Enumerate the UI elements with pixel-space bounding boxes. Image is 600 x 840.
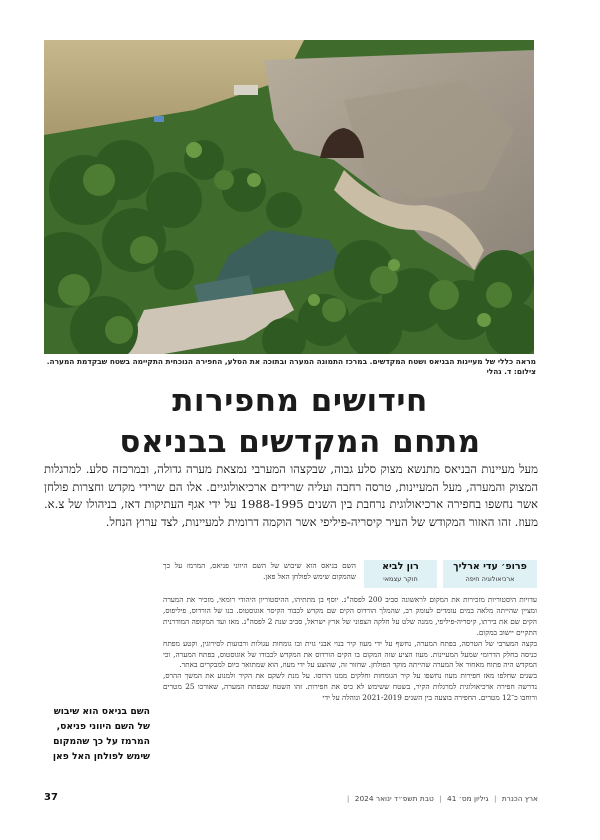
author-box <box>364 560 537 588</box>
author-2 <box>364 560 437 588</box>
author-2-role: חוקר עצמאי <box>383 575 418 583</box>
intro-text: השם בניאס הוא שיבוש של השם היווני פניאס, המרמז על כך שהמקום שימש לפולחן האל פאן. <box>163 561 356 581</box>
author-1-name: פרופ׳ עדי ארליך <box>453 561 527 572</box>
page-number: 37 <box>44 792 58 803</box>
intro-paragraph <box>163 561 356 583</box>
body-text <box>163 595 537 704</box>
headline-line-1: חידושים מחפירות <box>172 383 428 419</box>
footer-separator: | <box>346 794 350 803</box>
aerial-photo-illustration <box>44 40 534 354</box>
body-paragraph-1: עדויות היסטוריות מזכירות את המקום לראשונה סביב 200 לפסה"נ. יוסף בן מתתיהו, ההיסטוריון היהודי רומאי, מזכיר את המערה ומציין שהייתה מלאה במים עומדים לעומק רב, שהמלך הורדוס הקים שם מקדש לכבוד הקיסר אוגוסטוס. בנו של הורדוס, פיליפוס, הקים שם את בירתו, קיסריה-פיליפי, ממנה שלט על חלקה הצפוני של ארץ ישראל, סביב שנת 2 לפסה"נ. מאז ועד המקופה המודרנית התקיים יישוב במקום. <box>163 595 537 637</box>
author-2-name: רון לביא <box>382 561 419 572</box>
body-paragraph-3: בשנים שחלפו מאז חפירות מעוז נחשפו על קיר הגומחות וחלקים ממנו הרוסו. על מנת לשקם את הקיר ולמנוע את המשך ההרס, נדרשה חפירה ארכיאולוגית למרגלות הקיר, בשטח ששימש לא כיס את חפירות. זהו השטח שבפתח המערה, שאורכו 25 מטרים ורוחבו כ־12 מטרים. החפירה בוצעה בין השנים 2021-2019 ונוהלה על ידי <box>163 671 537 703</box>
author-1 <box>443 560 537 588</box>
headline <box>40 380 560 462</box>
body-paragraph-2: בקצה המערבי של הטרסה, בפתח המערה, נחשף על ידי מעוז קיר בנוי אבני גזית ובו גומחות עגולות ורבועות לסירוגין, וקטע מפתח כניסה בחלק הדרומי שמעל המעיינות. מעוז הציע שזה המקום בו הקים הורדוס את המקדש לכבודו של אוגוסטוס, בפתח המערה, וכי המקדש היה פתוח מאחור אל המערה שהייתה מוקד הפולחן. שחזור זה, שהוצע על ידי מעוז, הוא שמתואר כיום למבקרים באתר. <box>163 638 537 670</box>
lead-paragraph: מעל מעיינות הבניאס מתנשא מצוק סלע גבוה, שבקצהו המערבי נמצאת מערה גדולה, ובמרכזה סלע. למרגלות המצוק והמערה, מעל המעיינות, טרסה רחבה ועליה שרידים ארכיאולוגיים. אלו הם שרידי מקדש וחצרות פולחן אשר נחשפו בחפירה ארכיאולוגית נרחבת בין השנים 1988-1995 על ידי אגף העתיקות דאז, בניהולו של צ.א. מעוז. זהו האזור המקודש של העיר קיסריה-פיליפי אשר הוקמה דרומית למעיינות, לצד ערוץ הנחל. <box>44 462 538 529</box>
footer-date: טבת תשפ״ד ינואר 2024 <box>354 794 434 803</box>
footer-publication-line <box>344 794 538 803</box>
page-footer <box>44 793 538 807</box>
photo-caption: מראה כללי של מעיינות הבניאס ושטח המקדשים. במרכז התמונה המערה ובתוכה את הסלע, החפירה הנוכחית התקיימה בשטח שבקדמת המערה. צילום: ד. גהלי <box>46 357 536 376</box>
author-1-role: ארכיאולוגיה חיפה <box>465 575 515 583</box>
footer-issue: גיליון מס׳ 41 <box>447 794 489 803</box>
footer-publication: ארץ הכנרת <box>501 794 538 803</box>
pull-quote: השם בניאס הוא שיבוש של השם היווני פניאס, המרמז על כך שהמקום שימש לפולחן האל פאן <box>52 706 150 762</box>
headline-line-2: מתחם המקדשים בבניאס <box>119 424 481 460</box>
footer-separator: | <box>493 794 497 803</box>
footer-separator: | <box>439 794 442 803</box>
aerial-photo <box>44 40 534 354</box>
